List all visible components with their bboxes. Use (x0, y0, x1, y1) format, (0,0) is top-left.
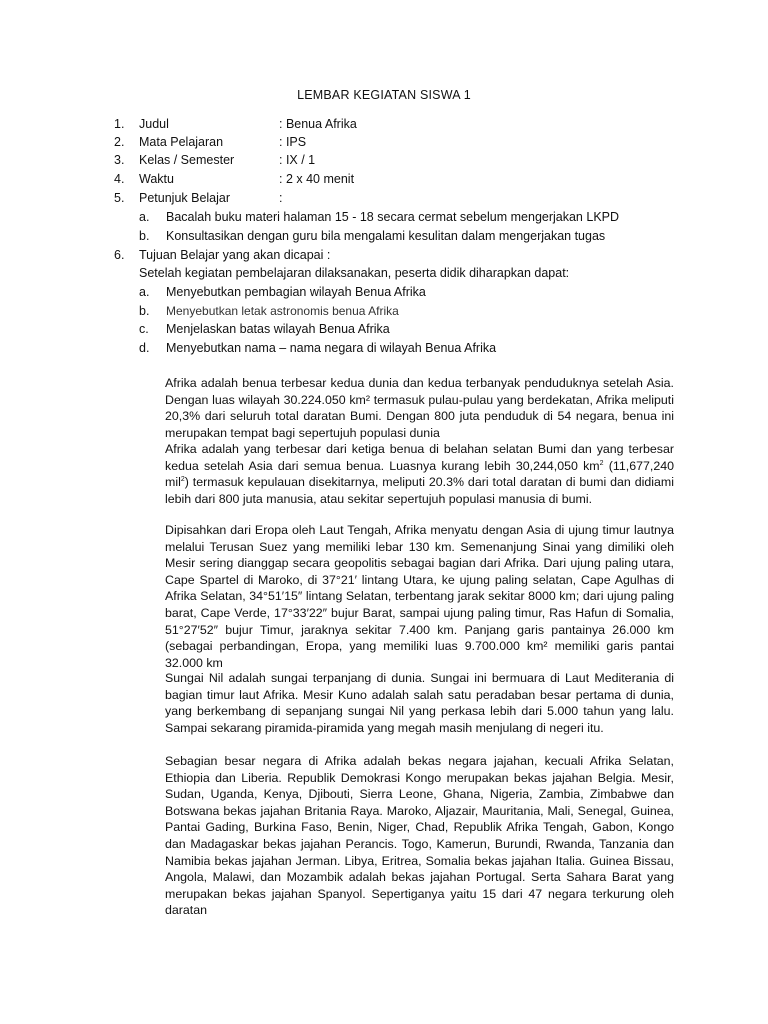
paragraph-5: Sebagian besar negara di Afrika adalah bekas negara jajahan, kecuali Afrika Selatan, Ethiopia dan Liberia. Republik Demokrasi Kongo merupakan bekas jajahan Belgia. Mesir, Sudan, Uganda, Kenya, Djibouti, Sierra Leone, Ghana, Nigeria, Zambia, Zimbabwe dan Botswana bekas jajahan Britania Raya. Maroko, Aljazair, Mauritania, Mali, Senegal, Guinea, Pantai Gading, Burkina Faso, Benin, Niger, Chad, Republik Afrika Tengah, Gabon, Kongo dan Madagaskar bekas jajahan Perancis. Togo, Kamerun, Burundi, Rwanda, Tanzania dan Namibia bekas jajahan Jerman. Libya, Eritrea, Somalia bekas jajahan Italia. Guinea Bissau, Angola, Malawi, dan Mozambik adalah bekas jajahan Portugal. Serta Sahara Barat yang merupakan bekas jajahan Spanyol. Sepertiganya yaitu 15 dari 47 negara terkurung oleh daratan (165, 754, 674, 918)
item-label: Tujuan Belajar yang akan dicapai : (139, 248, 331, 262)
paragraph-1: Afrika adalah benua terbesar kedua dunia dan kedua terbanyak penduduknya setelah Asia. Dengan luas wilayah 30.224.050 km² termasuk pulau-pulau yang berdekatan, Afrika meliputi 20,3% dari seluruh total daratan Bumi. Dengan 800 juta penduduk di 54 negara, benua ini merupakan tempat bagi sepertujuh populasi dunia (165, 376, 674, 440)
sub-text: Menyebutkan pembagian wilayah Benua Afrika (166, 285, 426, 299)
sub-letter: c. (139, 322, 149, 336)
item-value: : IPS (279, 135, 307, 149)
sub-letter: a. (139, 285, 150, 299)
item-label: Kelas / Semester (139, 153, 235, 167)
item-number: 5. (114, 191, 125, 205)
sub-letter: b. (139, 304, 150, 318)
item-label: Petunjuk Belajar (139, 191, 231, 205)
paragraph-2-part-c: ) termasuk kepulauan disekitarnya, meliputi 20.3% dari total daratan di bumi dan didiami lebih dari 800 juta manusia, atau sekitar sepertujuh populasi manusia di bumi. (165, 475, 674, 506)
item-label: Mata Pelajaran (139, 135, 224, 149)
superscript: 2 (599, 459, 604, 467)
item-value: : IX / 1 (279, 153, 316, 167)
paragraph-4: Sungai Nil adalah sungai terpanjang di dunia. Sungai ini bermuara di Laut Mediterania di bagian timur laut Afrika. Mesir Kuno adalah salah satu peradaban besar pertama di dunia, yang berkembang di sepanjang sungai Nil yang perkasa lebih dari 5.000 tahun yang lalu. Sampai sekarang piramida-piramida yang megah masih menjulang di negeri itu. (165, 671, 674, 735)
item-number: 4. (114, 172, 125, 186)
sub-text: Bacalah buku materi halaman 15 - 18 secara cermat sebelum mengerjakan LKPD (166, 210, 620, 224)
paragraph-3: Dipisahkan dari Eropa oleh Laut Tengah, Afrika menyatu dengan Asia di ujung timur lautnya melalui Terusan Suez yang memiliki lebar 130 km. Semenanjung Sinai yang dimiliki oleh Mesir sering dianggap secara geopolitis sebagai bagian dari Afrika. Dari ujung paling utara, Cape Spartel di Maroko, di 37°21′ lintang Utara, ke ujung paling selatan, Cape Agulhas di Afrika Selatan, 34°51′15″ lintang Selatan, terbentang jarak sekitar 8000 km; dari ujung paling barat, Cape Verde, 17°33′22″ bujur Barat, sampai ujung paling timur, Ras Hafun di Somalia, 51°27′52″ bujur Timur, jaraknya sekitar 7.400 km. Panjang garis pantainya 26.000 km (sebagai perbandingan, Eropa, yang memiliki luas 9.700.000 km² memiliki garis pantai 32.000 km (165, 523, 674, 670)
item-number: 6. (114, 248, 125, 262)
sub-text: Menyebutkan letak astronomis benua Afrika (166, 304, 399, 318)
item-number: 1. (114, 117, 125, 131)
sub-text: Menyebutkan nama – nama negara di wilayah Benua Afrika (166, 341, 497, 355)
intro-text: Setelah kegiatan pembelajaran dilaksanakan, peserta didik diharapkan dapat: (139, 266, 570, 280)
item-number: 2. (114, 135, 125, 149)
item-label: Judul (139, 117, 169, 131)
sub-letter: d. (139, 341, 150, 355)
sub-letter: b. (139, 229, 150, 243)
superscript: 2 (180, 476, 185, 484)
item-number: 3. (114, 153, 125, 167)
item-value: : (279, 191, 283, 205)
paragraph-2-part-b: (11,677,240 mil (165, 458, 674, 490)
sub-letter: a. (139, 210, 150, 224)
item-value: : 2 x 40 menit (279, 172, 355, 186)
sub-text: Konsultasikan dengan guru bila mengalami kesulitan dalam mengerjakan tugas (166, 229, 606, 243)
item-label: Waktu (139, 172, 174, 186)
paragraph-2-part-a: Afrika adalah yang terbesar dari ketiga benua di belahan selatan Bumi dan yang terbesar kedua setelah Asia dari semua benua. Luasnya kurang lebih 30,244,050 km (165, 442, 674, 473)
paragraph-2 (165, 441, 674, 507)
document-title: LEMBAR KEGIATAN SISWA 1 (297, 88, 471, 102)
item-value: : Benua Afrika (279, 117, 357, 131)
sub-text: Menjelaskan batas wilayah Benua Afrika (166, 322, 390, 336)
